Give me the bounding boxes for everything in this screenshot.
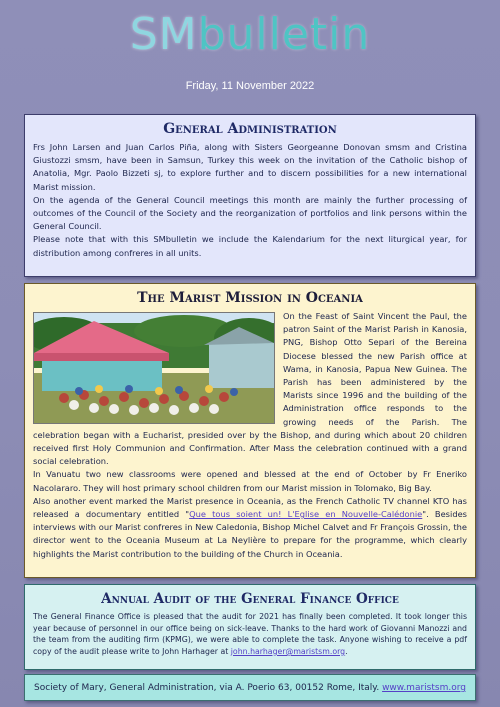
email-link[interactable]: john.harhager@maristsm.org xyxy=(230,646,346,656)
paragraph: Please note that with this SMbulletin we include the Kalendarium for the next liturgical year, for distribution among confreres in all units. xyxy=(33,234,467,258)
documentary-link[interactable]: Que tous soient un! L'Eglise en Nouvelle-Calédonie xyxy=(189,509,423,520)
paragraph-text: Also another event marked the Marist presence in Oceania, as the French Catholic TV channel KTO has released a documentary entitled " xyxy=(33,495,467,520)
general-administration-section xyxy=(24,114,476,277)
footer-address: Society of Mary, General Administration, via A. Poerio 63, 00152 Rome, Italy. xyxy=(34,683,383,693)
section-title: The Marist Mission in Oceania xyxy=(137,290,363,306)
paragraph xyxy=(33,495,467,561)
paragraph xyxy=(33,611,467,657)
paragraph: On the Feast of Saint Vincent the Paul, the patron Saint of the Marist Parish in Kanosia, PNG, Bishop Otto Separi of the Bereina Diocese blessed the new Parish office at Wama, in Kanosia, Papua New Guinea. The Parish has been administered by the Marists since 1996 and the building of the Administration office responds to the growing needs of the Parish. The celebration began with a Eucharist, presided over by the Bishop, and during which about 20 children received first Holy Communion and Confirmation. After Mass the celebration continued with a grand social celebration. xyxy=(33,311,467,467)
paragraph: On the agenda of the General Council meetings this month are mainly the further processing of outcomes of the Council of the Society and the reorganization of portfolios and link persons within the General Council. xyxy=(33,194,467,232)
oceania-section xyxy=(24,283,476,578)
issue-date: Friday, 11 November 2022 xyxy=(185,80,315,92)
annual-audit-section xyxy=(24,584,476,670)
section-title: Annual Audit of the General Finance Office xyxy=(101,591,399,607)
paragraph: In Vanuatu two new classrooms were opened and blessed at the end of October by Fr Eneriko Nacolararo. They will host primary school children from our Marist mission in Tolomako, Big Bay. xyxy=(33,469,467,493)
masthead-sm: SM xyxy=(129,9,198,60)
paragraph-text: The General Finance Office is pleased that the audit for 2021 has finally been completed. It took longer this year because of personnel in our office being on sick-leave. Thanks to the hard work of Giovanni Manozzi and the team from the auditing firm (KPMG), we were able to complete the task. Anyone wishing to receive a pdf copy of the audit please write to John Harhager at xyxy=(33,612,467,656)
website-link[interactable]: www.maristsm.org xyxy=(382,683,466,693)
photo-illustration xyxy=(34,313,274,423)
parish-celebration-photo xyxy=(33,312,275,424)
section-title: General Administration xyxy=(163,121,337,137)
masthead-bulletin: bulletin xyxy=(197,9,371,60)
masthead xyxy=(0,6,500,64)
paragraph-text: ". Besides interviews with our Marist confreres in New Caledonia, Bishop Michel Calvet and Fr François Grossin, the director went to the Oceania Museum at La Neylière to prepare for the programme, which clearly highlights the Marist contribution to the building of the Church in Oceania. xyxy=(33,509,468,559)
paragraph: Frs John Larsen and Juan Carlos Piña, along with Sisters Georgeanne Donovan smsm and Cristina Giustozzi smsm, have been in Samsun, Turkey this week on the invitation of the Catholic bishop of Anatolia, Mgr. Paolo Bizzeti sj, to explore further and to discern possibilities for a new international Marist mission. xyxy=(33,142,467,192)
footer xyxy=(24,674,476,701)
paragraph-text: . xyxy=(345,646,348,656)
